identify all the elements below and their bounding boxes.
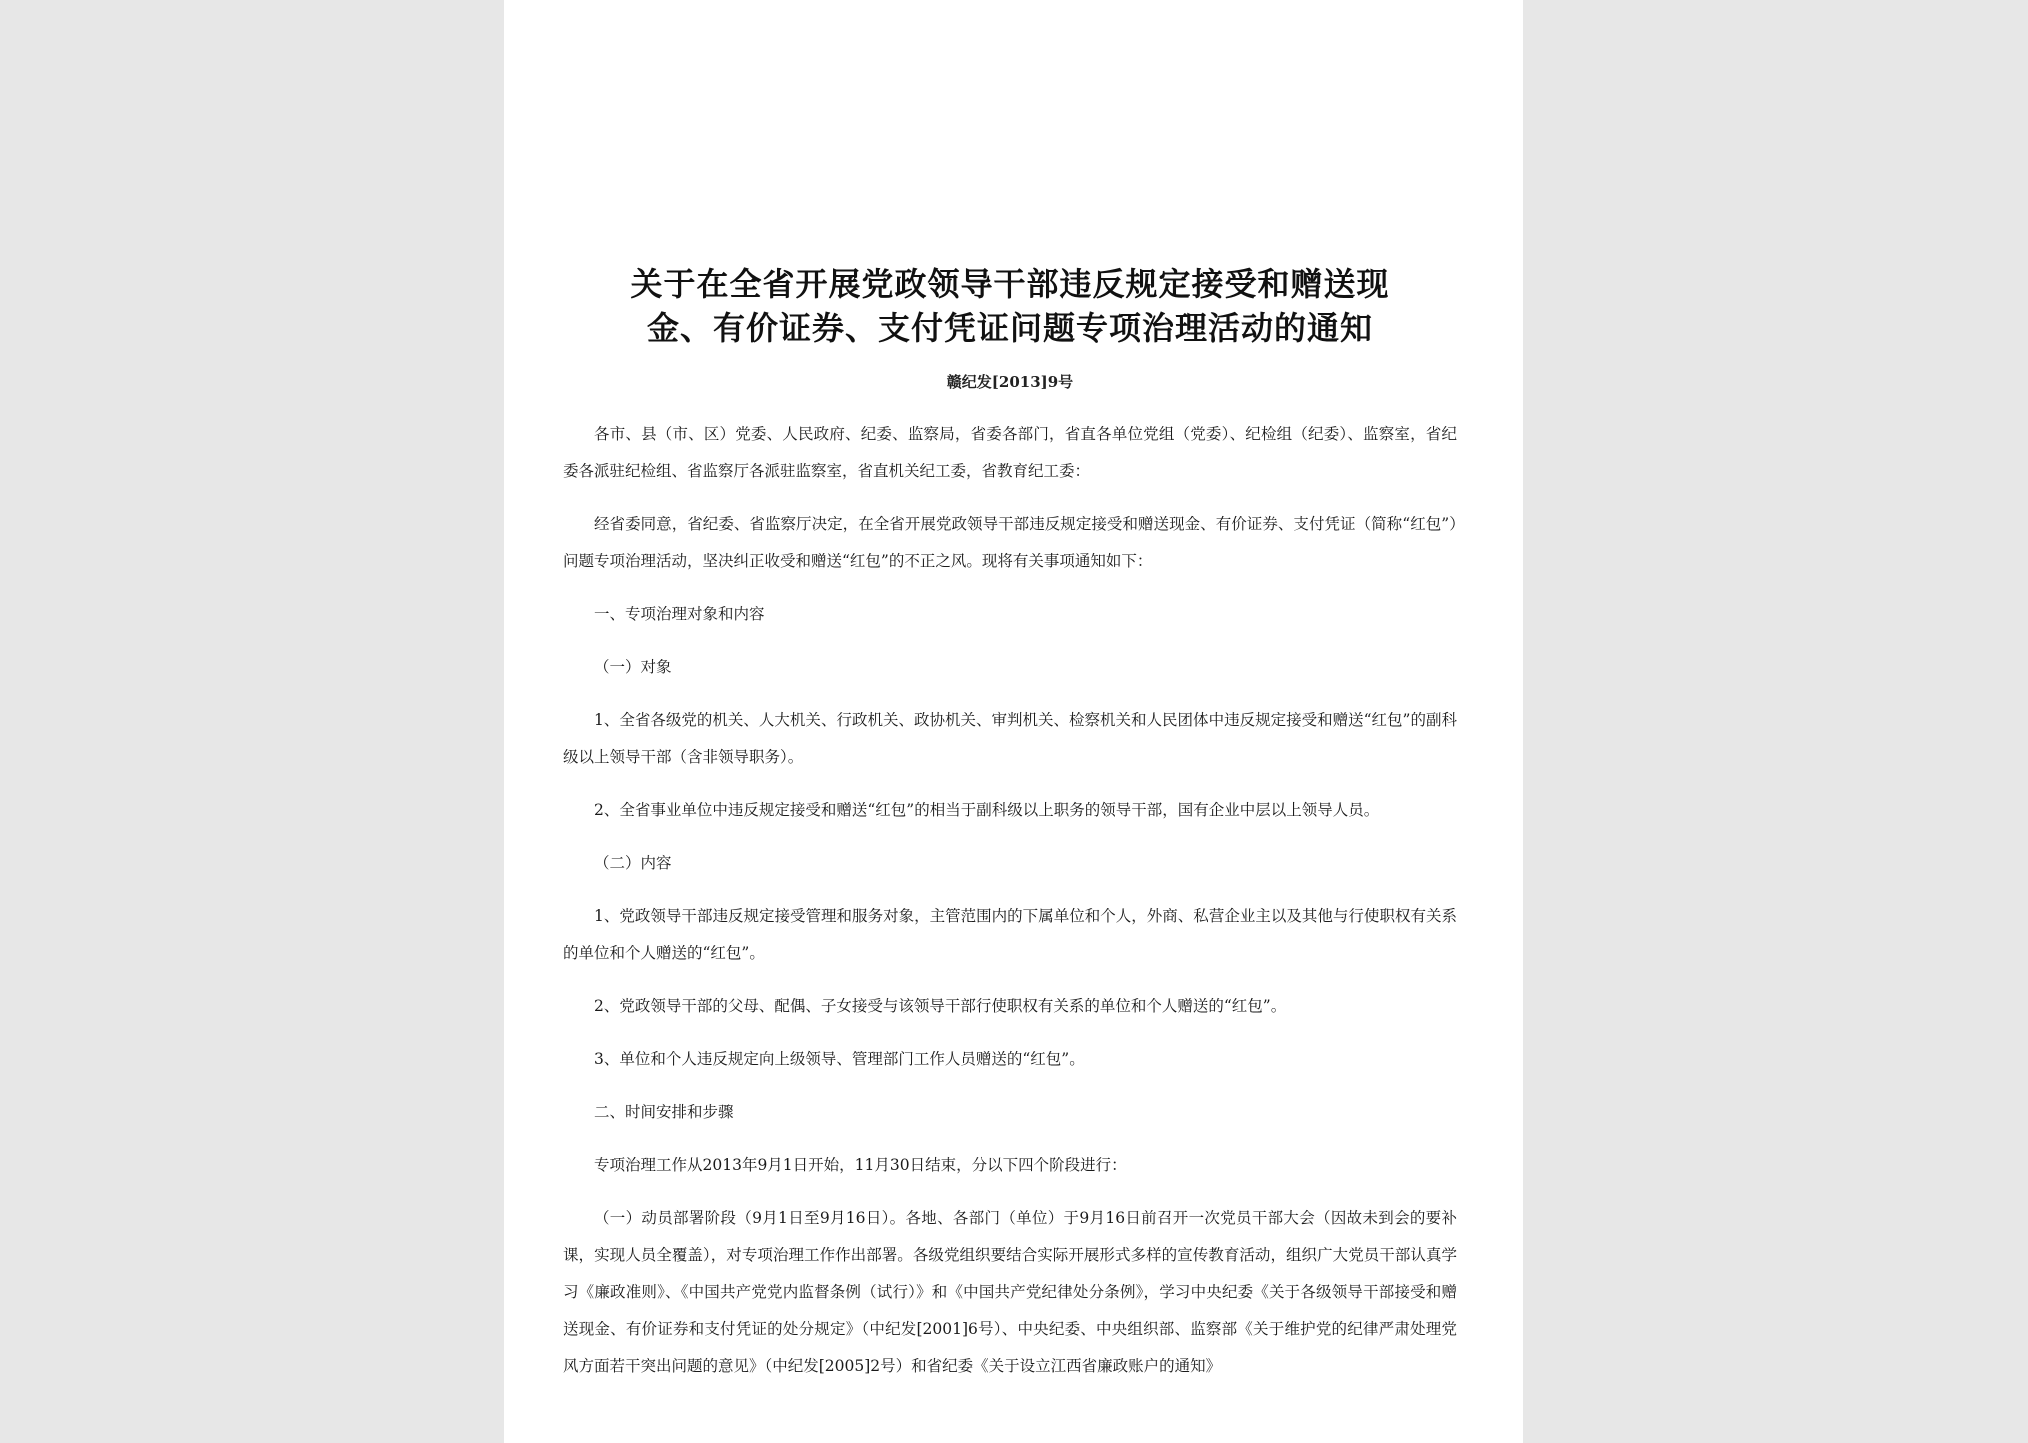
targets-item-2: 2、全省事业单位中违反规定接受和赠送“红包”的相当于副科级以上职务的领导干部，国有企业中层以上领导人员。 [594,801,1380,819]
title-line-2: 金、有价证券、支付凭证问题专项治理活动的通知 [646,309,1373,347]
section-heading-1: 一、专项治理对象和内容 [594,605,765,623]
intro-paragraph: 经省委同意，省纪委、省监察厅决定，在全省开展党政领导干部违反规定接受和赠送现金、有价证券、支付凭证（简称“红包”）问题专项治理活动，坚决纠正收受和赠送“红包”的不正之风。现将有关事项通知如下： [563,515,1457,570]
content-item-3: 3、单位和个人违反规定向上级领导、管理部门工作人员赠送的“红包”。 [594,1050,1085,1068]
document-body [563,262,1457,1401]
subsection-heading-targets: （一）对象 [594,658,672,676]
document-title [563,262,1457,350]
schedule-paragraph: 专项治理工作从2013年9月1日开始，11月30日结束，分以下四个阶段进行： [594,1156,1127,1174]
section-heading-2: 二、时间安排和步骤 [594,1103,734,1121]
addressee-paragraph: 各市、县（市、区）党委、人民政府、纪委、监察局，省委各部门，省直各单位党组（党委）、纪检组（纪委）、监察室，省纪委各派驻纪检组、省监察厅各派驻监察室，省直机关纪工委，省教育纪工委： [563,425,1457,480]
document-page [504,0,1523,1443]
targets-item-1: 1、全省各级党的机关、人大机关、行政机关、政协机关、审判机关、检察机关和人民团体中违反规定接受和赠送“红包”的副科级以上领导干部（含非领导职务）。 [563,711,1457,766]
title-line-1: 关于在全省开展党政领导干部违反规定接受和赠送现 [630,265,1390,303]
content-item-2: 2、党政领导干部的父母、配偶、子女接受与该领导干部行使职权有关系的单位和个人赠送的“红包”。 [594,997,1287,1015]
content-item-1: 1、党政领导干部违反规定接受管理和服务对象，主管范围内的下属单位和个人，外商、私营企业主以及其他与行使职权有关系的单位和个人赠送的“红包”。 [563,907,1457,962]
subsection-heading-content: （二）内容 [594,854,672,872]
document-number: 赣纪发[2013]9号 [946,373,1074,391]
phase-1-paragraph: （一）动员部署阶段（9月1日至9月16日）。各地、各部门（单位）于9月16日前召开一次党员干部大会（因故未到会的要补课，实现人员全覆盖），对专项治理工作作出部署。各级党组织要结合实际开展形式多样的宣传教育活动，组织广大党员干部认真学习《廉政准则》、《中国共产党党内监督条例（试行）》和《中国共产党纪律处分条例》，学习中央纪委《关于各级领导干部接受和赠送现金、有价证券和支付凭证的处分规定》（中纪发[2001]6号）、中央纪委、中央组织部、监察部《关于维护党的纪律严肃处理党风方面若干突出问题的意见》（中纪发[2005]2号）和省纪委《关于设立江西省廉政账户的通知》 [563,1209,1457,1375]
